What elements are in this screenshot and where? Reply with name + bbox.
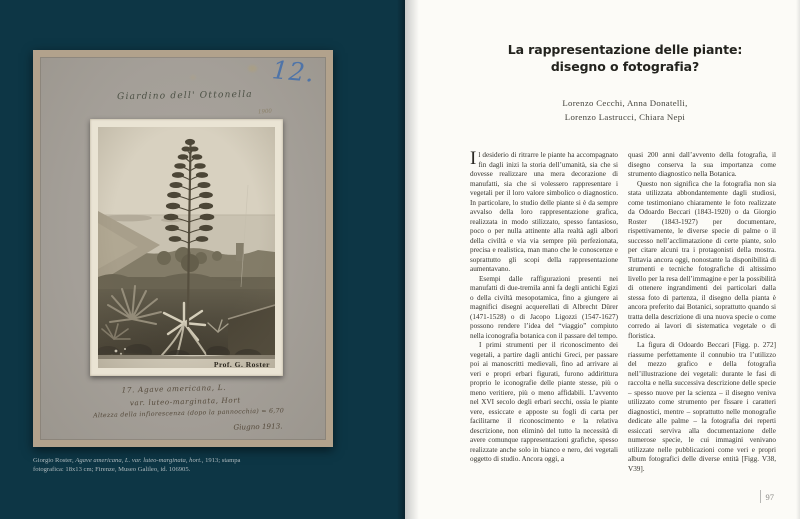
text-column-2	[628, 151, 776, 473]
chapter-title	[450, 41, 800, 75]
plate-caption-artist: Giorgio Roster,	[33, 457, 76, 464]
handwritten-species-line: 17. Agave americana, L.	[121, 382, 227, 395]
left-gutter-shading	[397, 0, 405, 519]
authors-line1: Lorenzo Cecchi, Anna Donatelli,	[562, 98, 688, 108]
paragraph-5: La figura di Odoardo Beccari [Figg. p. 272] riassume perfettamente il connubio tra l’utilizzo del mezzo grafico e della fotografia nell’illustrazione dei vegetali: durante le fasi di raccolta e nella successiva descrizione delle specie – spesso nuove per la scienza – il disegno veniva utilizzato come strumento per fissare i caratteri diagnostici, mentre – soprattutto nelle monografie dedicate alle palme – la fotografia dei reperti essiccati serviva alla documentazione delle numerose specie, le cui immagini venivano utilizzate nelle pubblicazioni come veri e propri album fotografici delle diverse entità [Figg. V38, V39].	[628, 341, 776, 473]
page-number-group	[760, 490, 775, 503]
chapter-title-line1: La rappresentazione delle piante:	[507, 42, 743, 57]
agave-photo-illustration	[98, 127, 275, 368]
handwritten-date-line: Giugno 1913.	[233, 421, 283, 432]
paragraph-3-continued: quasi 200 anni dall’avvento della fotografia, il disegno conserva la sua importanza come strumento diagnostico nella Botanica.	[628, 151, 776, 178]
paragraph-2: Esempi dalle raffigurazioni presenti nei manufatti di due-tremila anni fa degli antichi Egizi o della civiltà mesopotamica, fino a giungere ai magnifici disegni acquerellati di Albrecht Dürer (1471-1528) o di Jacopo Ligozzi (1547-1627) possono rendere l’idea del “viaggio” compiuto nella iconografia botanica con il passare del tempo.	[470, 274, 618, 340]
page-number: 97	[765, 491, 774, 502]
handwritten-height-line: Altezza della infiorescenza (dopo la pannocchia) = 6,70	[93, 407, 285, 420]
handwritten-caption	[39, 380, 326, 436]
plate-caption	[33, 456, 268, 474]
body-text-columns	[470, 151, 776, 473]
authors	[450, 97, 800, 124]
plate-caption-details: , 1913; stampa fotografica: 18x13 cm; Firenze, Museo Galileo, id. 106905.	[33, 457, 241, 474]
dropcap-letter: I	[470, 151, 477, 169]
page-edge-shadow	[796, 0, 800, 519]
paragraph-4: Questo non significa che la fotografia non sia stata utilizzata abbondantemente dagli studiosi, come testimoniano chiaramente le foto realizzate da Odoardo Beccari (1843-1920) o da Giorgio Roster (1843-1927) per documentare, rispettivamente, le diverse specie di palme o il successo nell’acclimatazione di certe piante, solo per citare alcuni tra i protagonisti della mostra. Tuttavia ancora oggi, nonostante la disponibilità di strumenti e tecniche fotografiche di altissimo livello per la resa dell’immagine e per la possibilità di ottenere ingrandimenti dei particolari dalla stessa foto di partenza, il disegno della pianta è ancora preferito dai Botanici, soprattutto quando si tratta della descrizione di una nuova specie o come corredo ai lavori di sistematica vegetale o di floristica.	[628, 179, 776, 340]
page-number-rule	[760, 490, 761, 503]
authors-line2: Lorenzo Lastrucci, Chiara Nepi	[564, 111, 686, 122]
chapter-title-line2: disegno o fotografia?	[550, 59, 700, 74]
paragraph-1: Il desiderio di ritrarre le piante ha accompagnato fin dagli inizi la storia dell’umanità, sia che si dovesse realizzare una mera decorazione di manufatti, sia che si volessero rappresentare i vegetali per il loro valore simbolico o diagnostico. In particolare, lo studio delle piante si è da sempre avvalso della loro rappresentazione grafica, realizzata in modo stilizzato, spesso fantasioso, poco o per nulla attinente alla realtà agli albori della civiltà e via via sempre più perfezionata, precisa e realistica, man mano che le conoscenze e soprattutto gli scopi della rappresentazione aumentavano.	[470, 151, 618, 273]
right-page	[405, 0, 800, 519]
paper-stain	[248, 65, 257, 72]
plate-caption-title: Agave americana, L. var. luteo-marginata, hort.	[75, 457, 202, 464]
text-column-1	[470, 151, 618, 473]
album-corner-number: 12.	[271, 55, 317, 88]
gutter-shadow	[405, 0, 419, 519]
paper-stain	[190, 75, 196, 80]
paragraph-3: I primi strumenti per il riconoscimento dei vegetali, a partire dagli antichi Greci, per passare poi ai manoscritti medievali, fino ad arrivare ai veri e propri erbari figurati, furono addirittura proprio le iconografie delle piante stesse, più o meno veritiere, più o meno affidabili. L’avvento nel XVI secolo degli erbari secchi, ossia le piante vere, essiccate e apposte su fogli di carta per facilitarne il riconoscimento e la relativa descrizione, non eliminò del tutto la necessità di avere comunque rappresentazioni grafiche, spesso realizzate anche solo in bianco e nero, dei vegetali oggetto di studio. Ancora oggi, a	[470, 341, 618, 463]
album-page-scan	[33, 50, 333, 447]
album-garden-title: Giardino dell' Ottonella	[117, 89, 253, 103]
photographer-stamp: Prof. G. Roster	[213, 360, 270, 369]
album-page-surface	[40, 57, 326, 440]
mounted-photograph	[90, 119, 283, 376]
handwritten-variety-line: var. luteo-marginata, Hort	[129, 395, 241, 408]
album-year-mark: 1900	[257, 108, 273, 116]
